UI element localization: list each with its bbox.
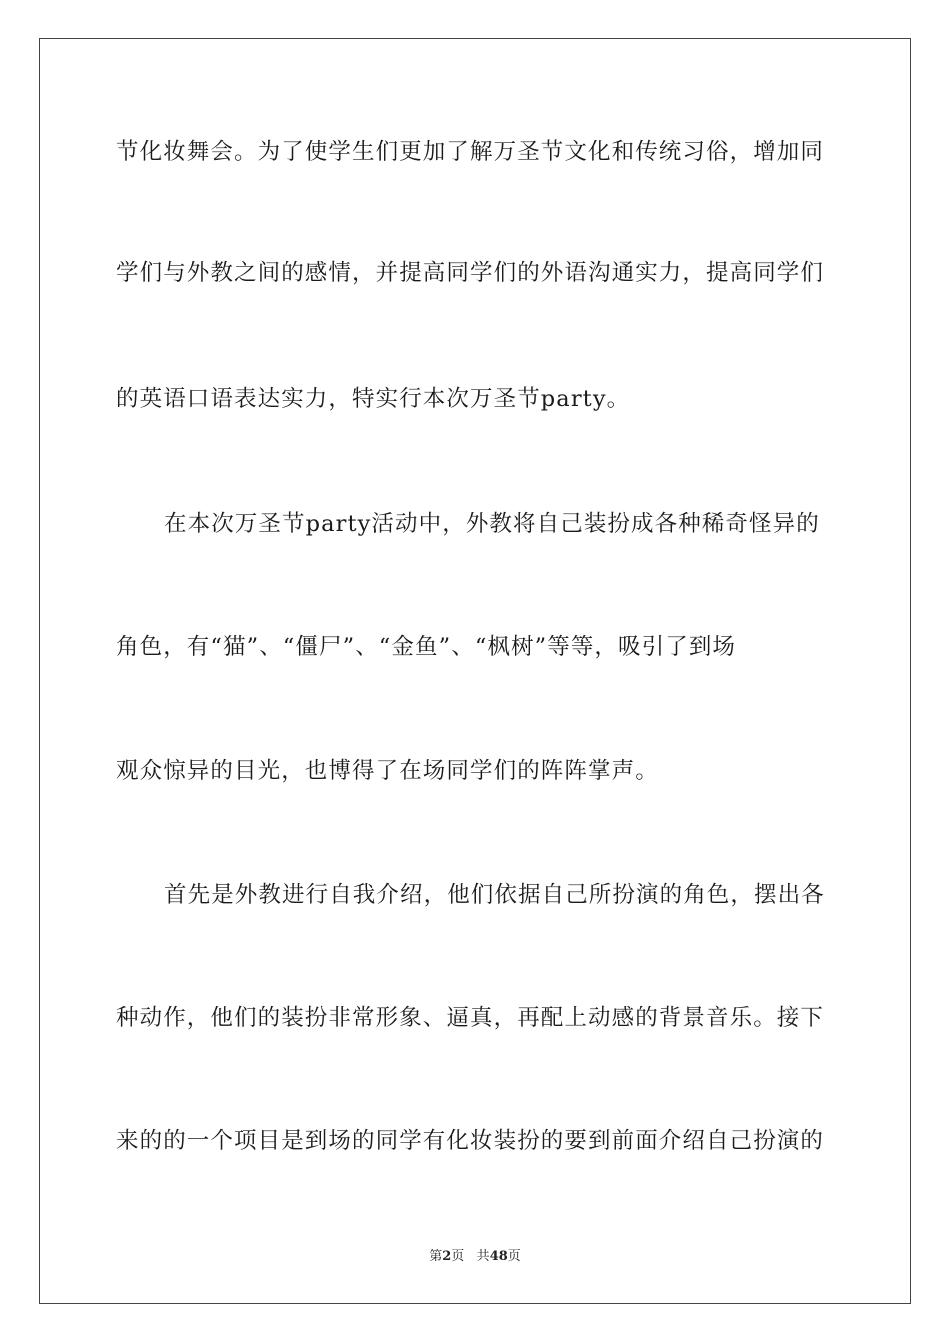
page-border <box>39 38 911 1304</box>
page-number: 2 <box>442 1249 452 1264</box>
total-pages: 48 <box>489 1249 508 1264</box>
total-prefix: 共 <box>476 1249 490 1264</box>
page-footer <box>0 1248 950 1266</box>
page-suffix: 页 <box>451 1249 465 1264</box>
text-line: 来的的一个项目是到场的同学有化妆装扮的要到前面介绍自己扮演的 <box>116 1128 825 1154</box>
text-line: 观众惊异的目光，也博得了在场同学们的阵阵掌声。 <box>116 758 659 784</box>
paragraph-start-line: 首先是外教进行自我介绍，他们依据自己所扮演的角色，摆出各 <box>164 882 825 908</box>
text-line: 学们与外教之间的感情，并提高同学们的外语沟通实力，提高同学们 <box>116 260 825 286</box>
total-suffix: 页 <box>507 1249 521 1264</box>
text-line: 种动作，他们的装扮非常形象、逼真，再配上动感的背景音乐。接下 <box>116 1005 825 1031</box>
paragraph-start-line: 在本次万圣节party活动中，外教将自己装扮成各种稀奇怪异的 <box>164 511 820 537</box>
page-prefix: 第 <box>429 1249 443 1264</box>
text-line: 的英语口语表达实力，特实行本次万圣节party。 <box>116 386 631 412</box>
text-line: 节化妆舞会。为了使学生们更加了解万圣节文化和传统习俗，增加同 <box>116 139 825 165</box>
text-line: 角色，有“猫”、“僵尸”、“金鱼”、“枫树”等等，吸引了到场 <box>116 634 737 660</box>
